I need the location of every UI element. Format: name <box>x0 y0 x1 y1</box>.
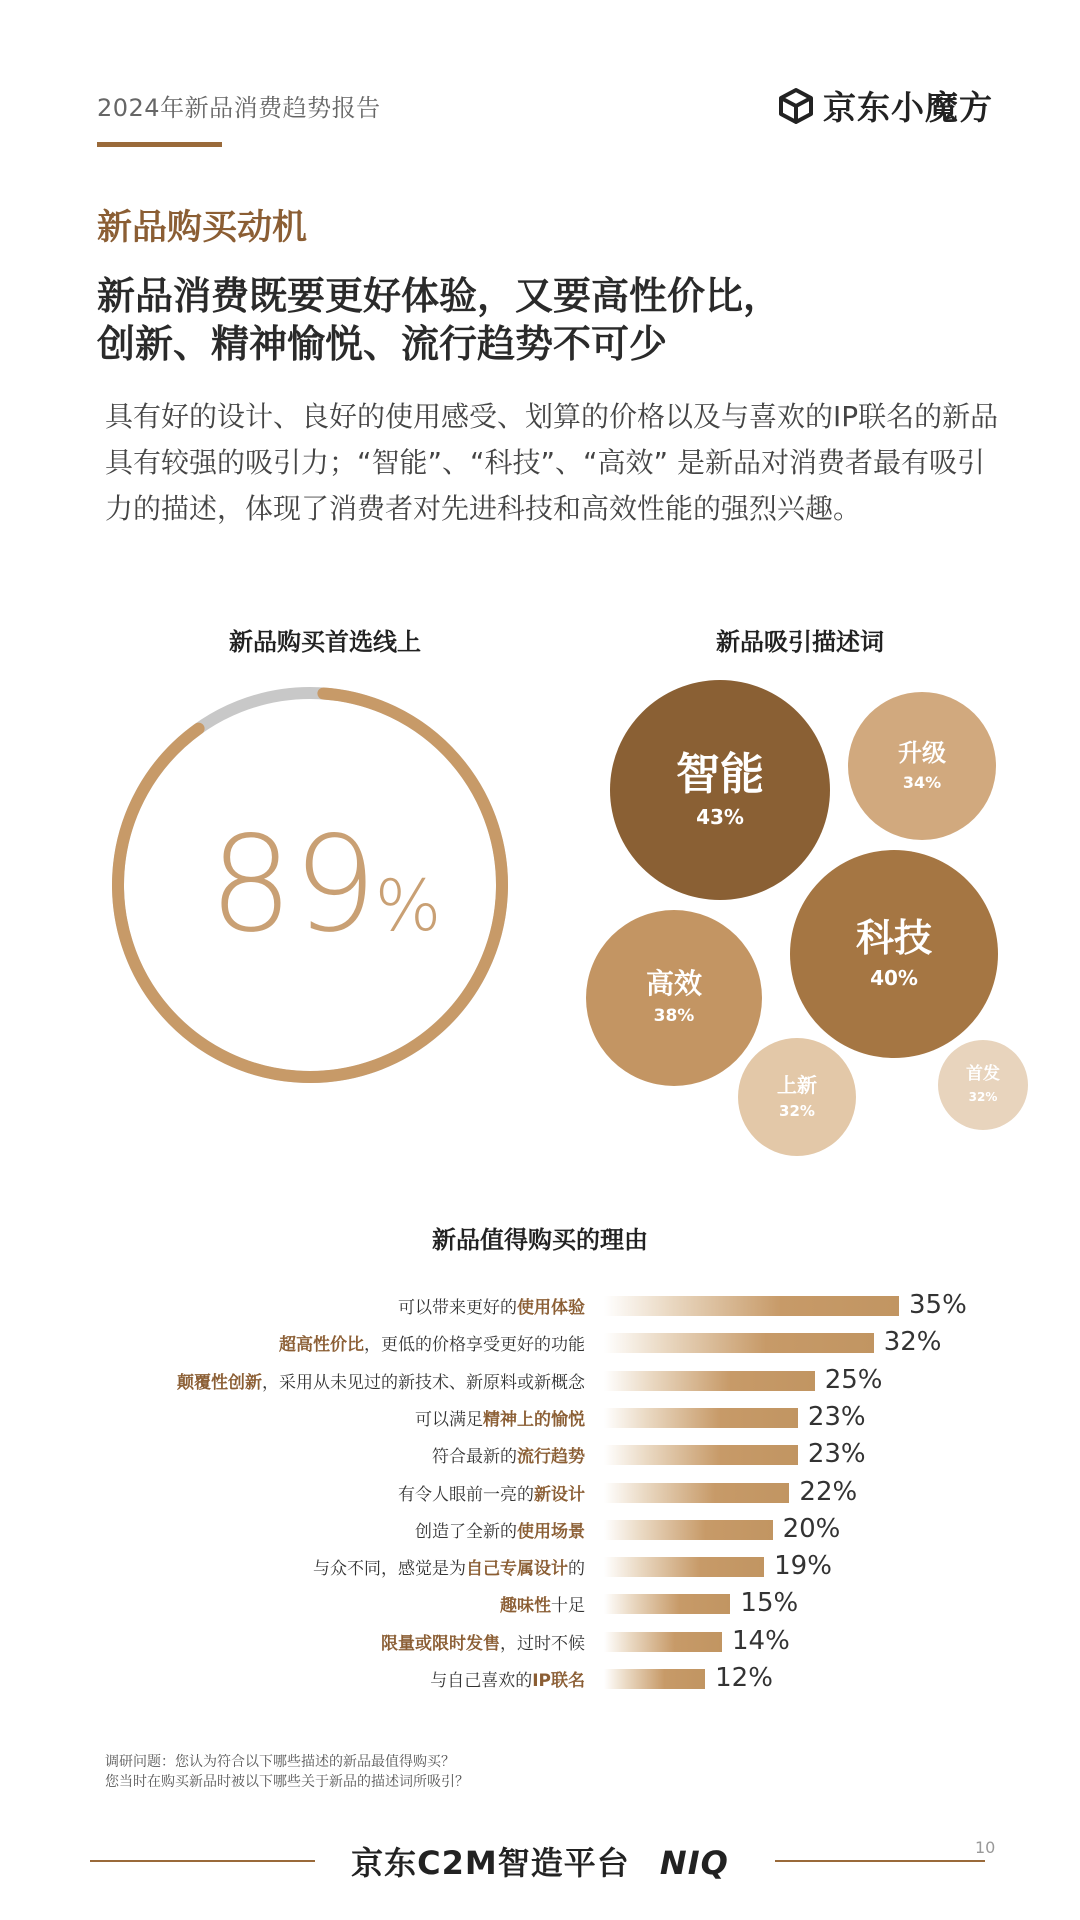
bar-value-label: 19% <box>774 1551 832 1582</box>
bar-label-highlight: IP联名 <box>532 1671 585 1691</box>
bar-label-highlight: 使用场景 <box>517 1521 585 1542</box>
bubble-3 <box>790 850 998 1058</box>
bar-label-text: ，更低的价格享受更好的功能 <box>364 1335 585 1356</box>
donut-value-text: 89 <box>209 808 377 962</box>
footer-brand-text: 京东C2M智造平台 <box>351 1844 630 1882</box>
bubble-value: 32% <box>779 1102 815 1120</box>
brand-logo <box>777 82 993 129</box>
bar-value-label: 23% <box>807 1439 866 1470</box>
bar-label <box>415 1405 585 1430</box>
bar-label <box>381 1629 585 1654</box>
bar-value-label: 25% <box>824 1364 883 1395</box>
bar-label-highlight: 新设计 <box>534 1484 585 1505</box>
bar <box>604 1594 730 1614</box>
section-title: 新品购买动机 <box>97 208 308 248</box>
header-rule <box>97 142 222 147</box>
bar <box>604 1371 815 1391</box>
bar-row <box>0 1365 1080 1397</box>
donut-chart-title: 新品购买首选线上 <box>229 628 421 656</box>
bubble-4 <box>586 910 762 1086</box>
bar-row <box>0 1477 1080 1509</box>
logo-text: 京东小魔方 <box>823 88 993 127</box>
report-title: 2024年新品消费趋势报告 <box>97 94 381 122</box>
bubble-label: 上新 <box>777 1073 817 1097</box>
bar-row <box>0 1327 1080 1359</box>
bar <box>604 1669 705 1689</box>
bar-label-highlight: 精神上的愉悦 <box>483 1409 585 1430</box>
bar-row <box>0 1663 1080 1695</box>
footer-partner-logo: NIQ <box>659 1844 729 1882</box>
bar-row <box>0 1402 1080 1434</box>
bubble-value: 38% <box>653 1006 695 1027</box>
bar <box>604 1445 798 1465</box>
headline <box>97 272 997 368</box>
bar-value-label: 12% <box>715 1663 773 1693</box>
bar-label-highlight: 颠覆性创新 <box>177 1372 262 1393</box>
bar-label-text: 符合最新的 <box>432 1447 517 1468</box>
bubble-label: 智能 <box>676 748 764 800</box>
bar-value-label: 15% <box>740 1588 799 1619</box>
bar-row <box>0 1439 1080 1471</box>
bar-value-label: 14% <box>732 1625 790 1656</box>
bar-label-text: ，采用从未见过的新技术、新原料或新概念 <box>262 1372 585 1393</box>
bar-label-text: 与众不同，感觉是为 <box>313 1559 466 1580</box>
bar-label <box>398 1293 585 1318</box>
footnote-line-1: 调研问题：您认为符合以下哪些描述的新品最值得购买？ <box>105 1754 455 1770</box>
bubble-value: 34% <box>902 772 942 792</box>
bubble-label: 科技 <box>855 916 932 961</box>
page-number: 10 <box>975 1838 996 1857</box>
bar-row <box>0 1626 1080 1658</box>
bubble-label: 高效 <box>645 967 702 1001</box>
bar-label <box>500 1591 585 1616</box>
bar-label <box>415 1517 585 1542</box>
bar-label-highlight: 趣味性 <box>500 1596 551 1617</box>
bar <box>604 1520 773 1540</box>
bar-label <box>279 1330 585 1355</box>
bar-label-text: 有令人眼前一亮的 <box>398 1484 534 1505</box>
bar <box>604 1296 899 1316</box>
footnote-line-2: 您当时在购买新品时被以下哪些关于新品的描述词所吸引？ <box>105 1774 469 1790</box>
bar-value-label: 32% <box>883 1327 942 1358</box>
bar-label-highlight: 自己专属设计 <box>466 1559 568 1580</box>
bubble-1 <box>610 680 830 900</box>
bar-row <box>0 1551 1080 1583</box>
bar-label <box>313 1554 585 1579</box>
bubble-value: 40% <box>870 965 918 990</box>
bar-chart-title: 新品值得购买的理由 <box>432 1226 648 1254</box>
bar-value-label: 20% <box>782 1513 841 1544</box>
intro-paragraph: 具有好的设计、良好的使用感受、划算的价格以及与喜欢的IP联名的新品具有较强的吸引力；“智能”、“科技”、“高效” 是新品对消费者最有吸引力的描述，体现了消费者对先进科技和高效性能的强烈兴趣。 <box>105 400 999 525</box>
bubble-value: 32% <box>968 1090 998 1105</box>
bar-label-text: 创造了全新的 <box>415 1521 517 1542</box>
cube-logo-icon <box>777 87 815 125</box>
bar-label <box>398 1480 585 1505</box>
bubble-value: 43% <box>696 805 744 830</box>
bar-value-label: 35% <box>909 1290 967 1320</box>
bar <box>604 1483 789 1503</box>
bar-value-label: 22% <box>799 1476 858 1507</box>
bar-label-highlight: 使用体验 <box>517 1298 585 1318</box>
bubble-2 <box>848 692 996 840</box>
bar-row <box>0 1514 1080 1546</box>
donut-unit-text: % <box>374 865 442 947</box>
bar-label <box>430 1666 585 1691</box>
bar-label <box>177 1368 585 1393</box>
bar-label-text: ，过时不候 <box>500 1633 585 1654</box>
bubble-chart-title: 新品吸引描述词 <box>716 628 884 656</box>
bar-label-highlight: 超高性价比 <box>279 1335 364 1356</box>
headline-line-1: 新品消费既要更好体验，又要高性价比， <box>97 274 782 318</box>
bar-row <box>0 1290 1080 1322</box>
bar-label-text: 与自己喜欢的 <box>430 1671 533 1691</box>
bubble-6 <box>938 1040 1028 1130</box>
bar-label-highlight: 限量或限时发售 <box>381 1633 500 1654</box>
bar-value-label: 23% <box>807 1401 866 1432</box>
survey-footnotes <box>105 1752 469 1792</box>
bar-label-text: 可以带来更好的 <box>398 1298 517 1318</box>
online-share-donut-chart <box>105 680 515 1090</box>
bar-label-text: 十足 <box>551 1596 585 1617</box>
descriptor-bubble-chart <box>580 670 1040 1170</box>
bar <box>604 1333 874 1353</box>
bubble-label: 首发 <box>966 1064 1000 1085</box>
bar-label-text: 的 <box>568 1559 585 1580</box>
bubble-label: 升级 <box>898 739 946 768</box>
bar <box>604 1557 764 1577</box>
bar <box>604 1632 722 1652</box>
bar-row <box>0 1588 1080 1620</box>
bar-label-highlight: 流行趋势 <box>517 1447 585 1468</box>
bar-label-text: 可以满足 <box>415 1409 483 1430</box>
bubble-5 <box>738 1038 856 1156</box>
bar <box>604 1408 798 1428</box>
headline-line-2: 创新、精神愉悦、流行趋势不可少 <box>97 322 668 366</box>
bar-label <box>432 1442 585 1467</box>
footer-brand <box>0 1838 1080 1884</box>
